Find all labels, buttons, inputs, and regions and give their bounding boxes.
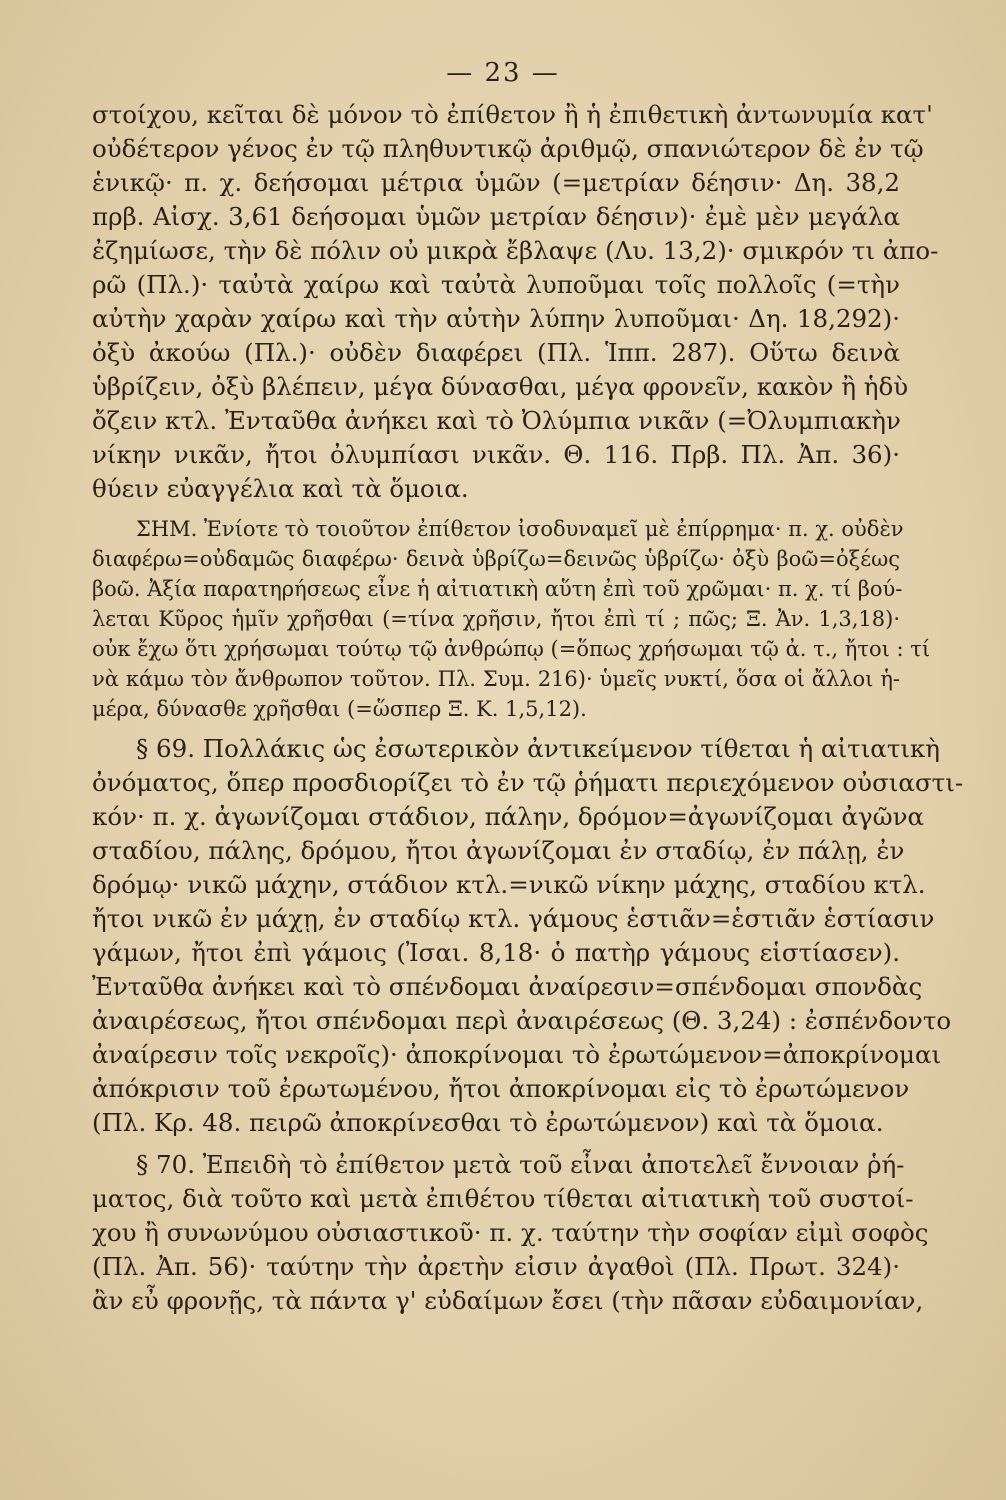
text-line: θύειν εὐαγγέλια καὶ τὰ ὅμοια. [92,474,469,503]
text-line: ἤτοι νικῶ ἐν μάχῃ, ἐν σταδίῳ κτλ. γάμους ἑστιᾶν=ἑστιᾶν ἑστίασιν [92,904,935,933]
section-69 [92,732,964,1140]
text-line: δρόμῳ· νικῶ μάχην, στάδιον κτλ.=νικῶ νίκην μάχης, σταδίου κτλ. [92,870,926,899]
text-line: ὀξὺ ἀκούω (Πλ.)· οὐδὲν διαφέρει (Πλ. Ἱππ. 287). Οὕτω δεινὰ [92,338,900,367]
text-line: (Πλ. Ἀπ. 56)· ταύτην τὴν ἀρετὴν εἰσιν ἀγαθοὶ (Πλ. Πρωτ. 324)· [92,1252,900,1281]
text-line: ἀπόκρισιν τοῦ ἐρωτωμένου, ἤτοι ἀποκρίνομαι εἰς τὸ ἐρωτώμενον [92,1074,910,1103]
text-line: ἐζημίωσε, τὴν δὲ πόλιν οὐ μικρὰ ἔβλαψε (Λυ. 13,2)· σμικρόν τι ἀπο- [92,236,939,265]
text-line: ρῶ (Πλ.)· ταὐτὰ χαίρω καὶ ταὐτὰ λυποῦμαι τοῖς πολλοῖς (=τὴν [92,270,900,299]
note-line: νὰ κάμω τὸν ἄνθρωπον τοῦτον. Πλ. Συμ. 216)· ὑμεῖς νυκτί, ὅσα οἱ ἄλλοι ἡ- [92,667,900,691]
text-line: (Πλ. Κρ. 48. πειρῶ ἀποκρίνεσθαι τὸ ἐρωτώμενον) καὶ τὰ ὅμοια. [92,1108,884,1137]
text-line: § 70. Ἐπειδὴ τὸ ἐπίθετον μετὰ τοῦ εἶναι ἀποτελεῖ ἔννοιαν ῥή- [136,1150,905,1179]
text-line: γάμων, ἤτοι ἐπὶ γάμοις (Ἰσαι. 8,18· ὁ πατὴρ γάμους εἱστίασεν). [92,938,900,967]
note-line: βοῶ. Ἀξία παρατηρήσεως εἶνε ἡ αἰτιατικὴ αὕτη ἐπὶ τοῦ χρῶμαι· π. χ. τί βού- [92,577,903,601]
text-line: κόν· π. χ. ἀγωνίζομαι στάδιον, πάλην, δρόμον=ἀγωνίζομαι ἀγῶνα [92,802,925,831]
note-line: διαφέρω=οὐδαμῶς διαφέρω· δεινὰ ὑβρίζω=δεινῶς ὑβρίζω· ὀξὺ βοῶ=ὀξέως [92,547,900,571]
text-line: ἑνικῷ· π. χ. δεήσομαι μέτρια ὑμῶν (=μετρίαν δέησιν· Δη. 38,2 [92,168,900,197]
text-line: πρβ. Αἰσχ. 3,61 δεήσομαι ὑμῶν μετρίαν δέησιν)· ἐμὲ μὲν μεγάλα [92,202,900,231]
text-line: νίκην νικᾶν, ἤτοι ὀλυμπίασι νικᾶν. Θ. 116. Πρβ. Πλ. Ἀπ. 36)· [92,440,900,469]
section-70 [92,1148,929,1318]
text-line: ὄζειν κτλ. Ἐνταῦθα ἀνήκει καὶ τὸ Ὀλύμπια νικᾶν (=Ὀλυμπιακὴν [92,406,901,435]
paragraph-accusative-neuter [92,98,939,506]
text-line: ματος, διὰ τοῦτο καὶ μετὰ ἐπιθέτου τίθεται αἰτιατικὴ τοῦ συστοί- [92,1184,914,1213]
text-line: χου ἢ συνωνύμου οὐσιαστικοῦ· π. χ. ταύτην τὴν σοφίαν εἰμὶ σοφὸς [92,1218,929,1247]
note-paragraph [92,514,931,724]
page-number: — 23 — [446,58,560,88]
text-line: Ἐνταῦθα ἀνήκει καὶ τὸ σπένδομαι ἀναίρεσιν=σπένδομαι σπονδὰς [92,972,923,1001]
note-line: μέρα, δύνασθε χρῆσθαι (=ὥσπερ Ξ. Κ. 1,5,12). [92,697,587,721]
note-line: οὐκ ἔχω ὅτι χρήσωμαι τούτῳ τῷ ἀνθρώπῳ (=ὅπως χρήσωμαι τῷ ἀ. τ., ἤτοι : τί [92,637,931,661]
text-line: ἀναίρεσιν τοῖς νεκροῖς)· ἀποκρίνομαι τὸ ἐρωτώμενον=ἀποκρίνομαι [92,1040,942,1069]
page-text [92,98,964,1318]
note-line: ΣΗΜ. Ἐνίοτε τὸ τοιοῦτον ἐπίθετον ἰσοδυναμεῖ μὲ ἐπίρρημα· π. χ. οὐδὲν [136,517,904,541]
text-line: ὀνόματος, ὅπερ προσδιορίζει τὸ ἐν τῷ ῥήματι περιεχόμενον οὐσιαστι- [92,768,964,797]
text-line: στοίχου, κεῖται δὲ μόνον τὸ ἐπίθετον ἢ ἡ ἐπιθετικὴ ἀντωνυμία κατ' [92,100,933,129]
text-line: ὑβρίζειν, ὀξὺ βλέπειν, μέγα δύνασθαι, μέγα φρονεῖν, κακὸν ἢ ἡδὺ [92,372,909,401]
text-line: ἂν εὖ φρονῇς, τὰ πάντα γ' εὐδαίμων ἔσει (τὴν πᾶσαν εὐδαιμονίαν, [92,1286,924,1315]
text-line: σταδίου, πάλης, δρόμου, ἤτοι ἀγωνίζομαι ἐν σταδίῳ, ἐν πάλῃ, ἐν [92,836,905,865]
text-line: οὐδέτερον γένος ἐν τῷ πληθυντικῷ ἀριθμῷ, σπανιώτερον δὲ ἐν τῷ [92,134,924,163]
text-line: ἀναιρέσεως, ἤτοι σπένδομαι περὶ ἀναιρέσεως (Θ. 3,24) : ἐσπένδοντο [92,1006,952,1035]
text-line: αὐτὴν χαρὰν χαίρω καὶ τὴν αὐτὴν λύπην λυποῦμαι· Δη. 18,292)· [92,304,900,333]
text-line: § 69. Πολλάκις ὡς ἐσωτερικὸν ἀντικείμενον τίθεται ἡ αἰτιατικὴ [136,734,940,763]
note-line: λεται Κῦρος ἡμῖν χρῆσθαι (=τίνα χρῆσιν, ἤτοι ἐπὶ τί ; πῶς; Ξ. Ἀν. 1,3,18)· [92,607,900,631]
